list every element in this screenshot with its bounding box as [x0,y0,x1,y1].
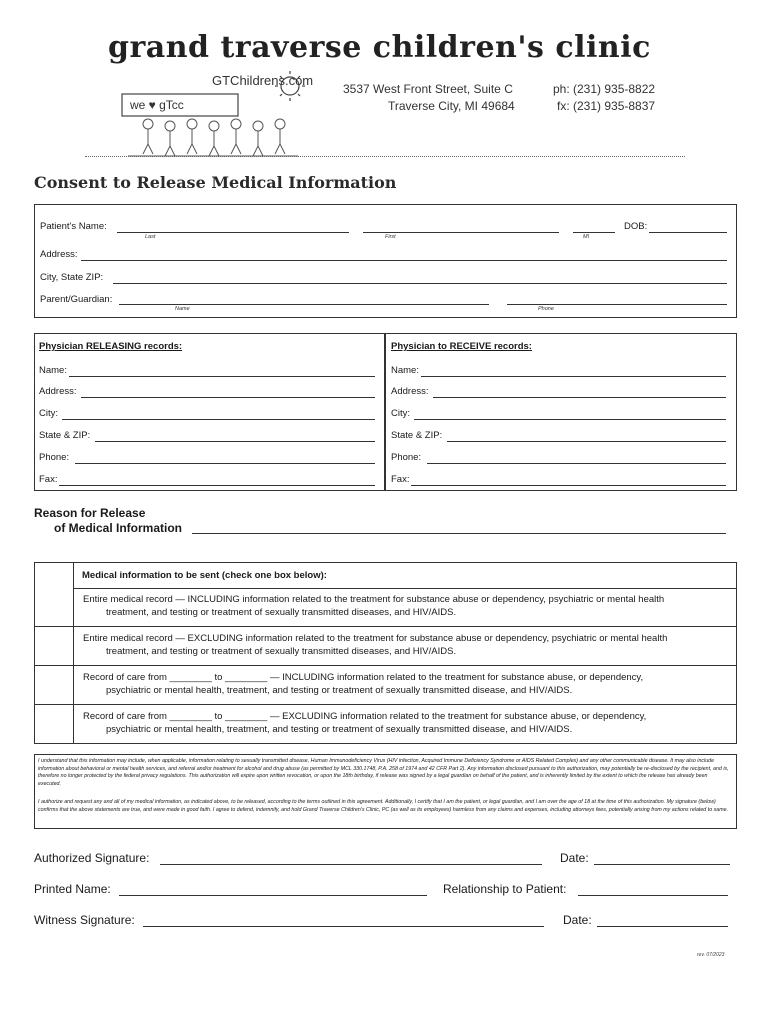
address-line1: 3537 West Front Street, Suite C [343,82,513,96]
option-2-checkbox[interactable] [35,627,74,665]
releasing-fax-label: Fax: [39,474,58,485]
option-row [35,705,736,743]
releasing-state-field[interactable] [95,441,375,442]
option-4-text-line1: Record of care from ________ to ________ — EXCLUDING information related to the treatment for substance abuse, or dependency, [83,711,647,722]
option-2-text-line2: treatment, and testing or treatment of sexually transmitted diseases, and HIV/AIDS. [106,646,457,657]
reason-label-line1: Reason for Release [34,506,146,520]
option-row [35,627,736,666]
reason-field[interactable] [192,533,726,534]
date1-field[interactable] [594,864,730,865]
releasing-fax-field[interactable] [59,485,375,486]
receive-fax-field[interactable] [411,485,726,486]
receive-name-label: Name: [391,365,419,376]
receive-fax-label: Fax: [391,474,410,485]
date1-label: Date: [560,851,589,865]
receive-phone-label: Phone: [391,452,422,463]
patient-info-box [34,204,737,318]
website-text: GTChildrens.com [212,73,314,88]
date2-field[interactable] [597,926,728,927]
clinic-fax: fx: (231) 935-8837 [557,99,656,113]
legal-paragraph-1: I understand that this information may include, when applicable, information relating to sexually transmitted disease, Human Immunodeficiency Virus (HIV infection, Acquired Immune Deficiency Syndrome or AIDS Related Complex) and any other communicable disease. It may also include information about behavioral or mental health services, and referral and/or treatment for alcohol and drug abuse (as permitted by MCL 330.1748, P.A. 258 of 1974 and 42 CFR Part 2). Any information disclosed pursuant to this authorization, may potentially be re-disclosed by the recipient, and is, therefore no longer protected by the federal privacy regulations. This authorization will expire upon written revocation, or upon the 18th birthday, if release was signed by a legal guardian on behalf of the patient, and is inherently limited by the extent to which the release has already been executed. [38,758,729,787]
receive-state-label: State & ZIP: [391,430,443,441]
patient-name-label: Patient's Name: [40,221,107,232]
releasing-phone-field[interactable] [75,463,375,464]
patient-address-field[interactable] [81,260,727,261]
date2-label: Date: [563,913,592,927]
option-3-text-line1: Record of care from ________ to ________ — INCLUDING information related to the treatment for substance abuse, or dependency, [83,672,644,683]
patient-city-field[interactable] [113,283,727,284]
name-sublabel: Name [175,306,190,312]
guardian-name-field[interactable] [119,304,489,305]
clinic-phone: ph: (231) 935-8822 [553,82,656,96]
option-1-checkbox[interactable] [35,588,74,626]
receive-address-field[interactable] [433,397,726,398]
first-sublabel: First [385,234,396,240]
releasing-title: Physician RELEASING records: [39,341,183,352]
option-1-text-line1: Entire medical record — INCLUDING information related to the treatment for substance abuse or dependency, psychiatric or mental health [83,594,665,605]
dob-label: DOB: [624,221,648,232]
option-3-checkbox[interactable] [35,666,74,704]
option-1-text-line2: treatment, and testing or treatment of sexually transmitted diseases, and HIV/AIDS. [106,607,457,618]
guardian-label: Parent/Guardian: [40,294,113,305]
header-divider [85,156,685,157]
legal-paragraph-2: I authorize and request any and all of my medical information, as indicated above, to be released, according to the terms outlined in this agreement. Additionally, I certify that I am the patient, or legal guardian, and I am over the age of 18 at the time of this authorization. My signature (below) confirms that the above statements are true, and were made in good faith. I agree to defend, indemnify, and hold Grand Traverse Children's Clinic, PC (as well as its employees) harmless from any claims and expenses, including attorneys fees, potentially arising from my actions related to same. [38,799,729,813]
receive-city-label: City: [391,408,410,419]
clinic-name: grand traverse children's clinic [108,30,651,65]
option-row [35,666,736,705]
option-3-text-line2: psychiatric or mental health, treatment, and testing or treatment of sexually transmitted disease, and HIV/AIDS. [106,685,573,696]
witness-signature-label: Witness Signature: [34,913,135,927]
address-line2: Traverse City, MI 49684 [388,99,515,113]
authorized-signature-label: Authorized Signature: [34,851,150,865]
patient-first-name-field[interactable] [363,232,559,233]
patient-last-name-field[interactable] [117,232,349,233]
relationship-field[interactable] [578,895,728,896]
patient-mi-field[interactable] [573,232,615,233]
receive-address-label: Address: [391,386,429,397]
form-title: Consent to Release Medical Information [34,173,397,192]
option-4-text-line2: psychiatric or mental health, treatment, and testing or treatment of sexually transmitted disease, and HIV/AIDS. [106,724,573,735]
printed-name-label: Printed Name: [34,882,111,896]
releasing-state-label: State & ZIP: [39,430,91,441]
city-state-zip-label: City, State ZIP: [40,272,104,283]
printed-name-field[interactable] [119,895,427,896]
address-label: Address: [40,249,78,260]
revision-note: rev. 07/2023 [697,952,725,958]
option-row [35,588,736,627]
receive-phone-field[interactable] [427,463,726,464]
checkbox-column-spacer [35,563,73,588]
releasing-city-field[interactable] [62,419,375,420]
banner-text: we ♥ gTcc [130,98,184,112]
phone-sublabel: Phone [538,306,554,312]
receive-title: Physician to RECEIVE records: [391,341,532,352]
receive-city-field[interactable] [414,419,726,420]
receive-state-field[interactable] [447,441,726,442]
receiving-physician-box [385,333,737,491]
mi-sublabel: MI [583,234,590,240]
last-sublabel: Last [145,234,156,240]
medical-info-header-row [73,563,737,589]
guardian-phone-field[interactable] [507,304,727,305]
medical-info-header: Medical information to be sent (check one box below): [82,570,327,581]
option-2-text-line1: Entire medical record — EXCLUDING information related to the treatment for substance abuse or dependency, psychiatric or mental health [83,633,668,644]
dob-field[interactable] [649,232,727,233]
releasing-name-field[interactable] [69,376,375,377]
option-4-checkbox[interactable] [35,705,74,743]
releasing-phone-label: Phone: [39,452,70,463]
releasing-city-label: City: [39,408,58,419]
releasing-name-label: Name: [39,365,67,376]
medical-info-table [34,562,737,744]
authorized-signature-field[interactable] [160,864,542,865]
relationship-label: Relationship to Patient: [443,882,567,896]
releasing-address-label: Address: [39,386,77,397]
witness-signature-field[interactable] [143,926,544,927]
releasing-physician-box [34,333,385,491]
receive-name-field[interactable] [421,376,726,377]
releasing-address-field[interactable] [81,397,375,398]
reason-label-line2: of Medical Information [54,521,183,535]
